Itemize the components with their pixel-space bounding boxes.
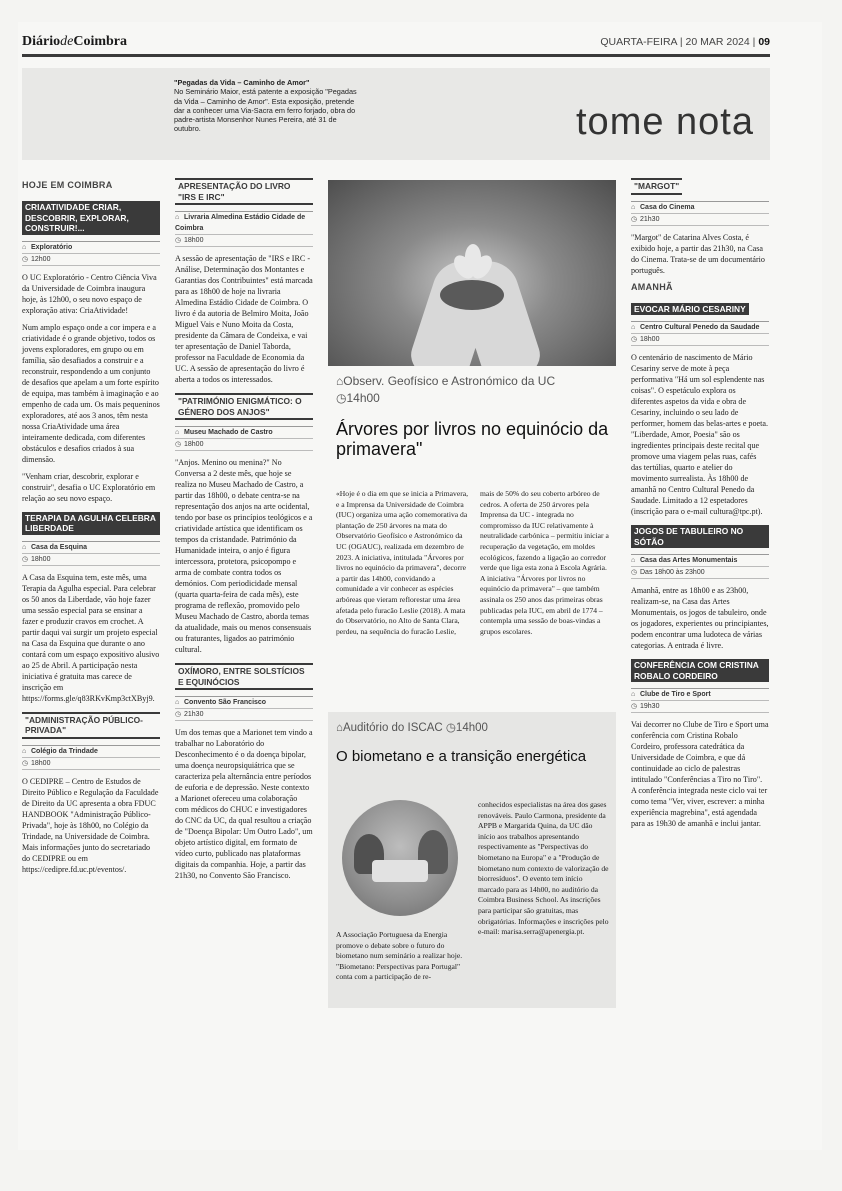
masthead [22, 36, 770, 50]
column-events-2 [175, 176, 313, 887]
event-info: ⌂ Clube de Tiro e Sport ◷ 19h30 [631, 688, 769, 713]
event-block [22, 199, 160, 504]
blurb-title: "Pegadas da Vida – Caminho de Amor" [174, 78, 310, 87]
section-title: tome nota [576, 101, 754, 143]
event-info: ⌂ Museu Machado de Castro ◷ 18h00 [175, 426, 313, 451]
hands-seedling-photo [328, 180, 616, 366]
event-kicker: TERAPIA DA AGULHA CELEBRA LIBERDADE [22, 512, 160, 535]
event-paragraph: "Anjos. Menino ou menina?" No Conversa a 2 deste mês, que hoje se realiza no Museu Machado de Castro, a partir das 18h00, o debate centra-se na representação dos anjos na arte ocidental, tendo por base os princípios teológicos e a criatividade artística que identificam os tempos da cristandade. Património da Humanidade inteira, o anjo é figura intercessora, protetora, psicopompo e arma de combate contra todos os demónios. Com periodicidade mensal (quarta quarta-feira de cada mês), este programa de reflexão, promovido pelo Museu Machado de Castro, aborda temas da atualidade, mais ou menos consensuais ou fraturantes, ligados ao património cultural. [175, 458, 313, 654]
column-events-5 [631, 176, 769, 835]
event-kicker: OXÍMORO, ENTRE SOLSTÍCIOS E EQUINÓCIOS [175, 663, 313, 690]
clock-icon: ◷ [631, 569, 638, 576]
soil [440, 280, 504, 310]
clock-icon: ◷ [22, 255, 29, 263]
home-icon: ⌂ [22, 747, 27, 755]
clock-icon: ◷ [22, 759, 29, 767]
event-info: ⌂ Casa das Artes Monumentais ◷ Das 18h00 às 23h00 [631, 554, 769, 579]
feature-arvores [336, 374, 612, 459]
event-block [175, 391, 313, 655]
leaf [465, 244, 481, 270]
exhibition-blurb [174, 78, 360, 134]
newspaper-logo: DiáriodeCoimbra [22, 34, 127, 49]
home-icon: ⌂ [631, 324, 636, 331]
event-kicker: APRESENTAÇÃO DO LIVRO "IRS E IRC" [175, 178, 313, 205]
clock-icon: ◷ [631, 215, 638, 223]
home-icon: ⌂ [175, 429, 180, 436]
feature-arvores-body: «Hoje é o dia em que se inicia a Primavera, e a Imprensa da Universidade de Coimbra (IUC) organiza uma ação comemorativa da plantação de 250 árvores na mata do Observatório Geofísico e Astronómico da UC (OGAUC), realizada em dezembro de 2023. A iniciativa, intitulada "Árvores por livros no equinócio da primavera", decorre a partir das 14h00, convidando a comunidade a vir conhecer as espécies arbóreas que vieram reflorestar uma área afetada pelo furacão Leslie (2018). A mata do Observatório, no Alto de Santa Clara, perdeu, na sequência do furacão Leslie, mais de 50% do seu coberto arbóreo de cedros. A oferta de 250 árvores pela Imprensa da UC - integrada no compromisso da IUC relativamente à neutralidade carbónica – permitiu iniciar a recuperação da vegetação, em moldes ecológicos, fazendo a ligação ao corredor verde que liga esta zona à Escola Agrária. A iniciativa "Árvores por livros no equinócio da primavera" – que também assinala os 250 anos das primeiras obras publicadas pela IUC, em abril de 1774 – contempla uma sessão de boas-vindas a grupos escolares. [336, 489, 609, 636]
event-paragraph: Vai decorrer no Clube de Tiro e Sport uma conferência com Cristina Robalo Cordeiro, professora catedrática da Universidade de Coimbra, e que dá continuidade ao ciclo de palestras intitulado "Conferências a Tiro no Tiro". A conferência integrada neste ciclo vai ter como tema "Ver, viver, escrever: a minha experiência magrebina", está agendada para as 19h30 de amanhã e inclui jantar. [631, 720, 769, 828]
home-icon: ⌂ [175, 699, 180, 706]
event-block [631, 657, 769, 829]
event-kicker: "ADMINISTRAÇÃO PÚBLICO-PRIVADA" [22, 712, 160, 739]
event-block [631, 176, 769, 276]
home-icon: ⌂ [631, 203, 636, 211]
feature-body-right: conhecidos especialistas na área dos gases renováveis. Paulo Carmona, presidente da APPB e Margarida Quina, da UC dão início aos trabalhos apresentando respectivamente as "Perspectivas do biometano na Europa" e a "Produção de biometano num contexto de valorização de biorresíduos". O evento tem início marcado para as 14h00, no auditório da Coimbra Business School. As inscrições para participar são gratuitas, mas obrigatórias. Informações e inscrições pelo e-mail: marisa.serra@apenergia.pt. [478, 800, 609, 937]
feature-body-left: A Associação Portuguesa da Energia promove o debate sobre o futuro do biometano num seminário a realizar hoje. "Biometano: Perspectivas para Portugal" conta com a participação de re- [336, 930, 463, 982]
clock-icon: ◷ [631, 336, 638, 343]
event-kicker: "MARGOT" [631, 178, 682, 195]
clock-icon: ◷ [445, 722, 456, 734]
home-icon: ⌂ [631, 691, 636, 698]
section-heading: HOJE EM COIMBRA [22, 180, 113, 190]
event-block [175, 661, 313, 881]
event-paragraph: Num amplo espaço onde a cor impera e a criatividade é o grande objetivo, todos os jovens exploradores, em grupo ou em família, são desafiados a construir e a reconstruir, respondendo a um conjunto de desafios que apelam a um forte espírito de equipa, mas também à imaginação e ao empenho de cada um. Os mais pequeninos exploradores, até aos 3 anos, têm nesta nossa CriaAtividade uma área inteiramente dedicada, com diferentes obstáculos e desafios criados à sua dimensão. [22, 322, 160, 464]
home-icon: ⌂ [631, 557, 636, 564]
feature-location: ⌂Observ. Geofísico e Astronómico da UC [336, 374, 556, 388]
masthead-rule [22, 54, 770, 57]
clock-icon: ◷ [336, 391, 347, 405]
event-info: ⌂ Convento São Francisco ◷ 21h30 [175, 696, 313, 721]
home-icon: ⌂ [336, 722, 343, 734]
column-hoje-em-coimbra [22, 176, 160, 881]
feature-time: ◷14h00 [336, 391, 380, 405]
clock-icon: ◷ [22, 555, 29, 563]
event-info: ⌂ Casa do Cinema ◷ 21h30 [631, 201, 769, 226]
event-info: ⌂ Exploratório ◷ 12h00 [22, 241, 160, 266]
event-kicker: CONFERÊNCIA COM CRISTINA ROBALO CORDEIRO [631, 659, 769, 682]
event-paragraph: Um dos temas que a Marionet tem vindo a trabalhar no Laboratório do Desconhecimento é o da doença bipolar, uma doença neuropsiquiátrica que se caracteriza pela alternância entre períodos de euforia e de depressão. Neste contexto a Marionet ofereceu uma colaboração com médicos do CHUC e investigadores do CNC da UC, da qual resultou a criação de "Doença Bipolar: Um Outro Lado", um objeto artístico digital, em formato de vídeo curto, publicado nas plataformas digitais da companhia. Hoje, a partir das 21h30, no Convento São Francisco. [175, 728, 313, 880]
home-icon: ⌂ [22, 543, 27, 551]
event-block [175, 176, 313, 385]
feature-biometano [328, 712, 616, 1008]
feature-headline: Árvores por livros no equinócio da primavera" [336, 419, 609, 459]
event-info: ⌂ Livraria Almedina Estádio Cidade de Coimbra ◷ 18h00 [175, 211, 313, 247]
biogas-plant-photo [342, 800, 458, 916]
event-block [22, 710, 160, 875]
event-block [22, 510, 160, 704]
event-kicker: CRIAATIVIDADE CRIAR, DESCOBRIR, EXPLORAR, CONSTRUIR!... [22, 201, 160, 235]
home-icon: ⌂ [22, 243, 27, 251]
clock-icon: ◷ [175, 237, 182, 244]
event-block [631, 523, 769, 651]
blurb-text: No Seminário Maior, está patente a exposição "Pegadas da Vida – Caminho de Amor". Esta exposição, pretende dar a conhecer uma Via-Sacra em ferro forjado, obra do padre-artista Monsenhor Nunes Pereira, até 31 de outubro. [174, 87, 357, 134]
event-paragraph: O CEDIPRE – Centro de Estudos de Direito Público e Regulação da Faculdade de Direito da UC apresenta a obra FDUC HANDBOOK "Administração Público-Privada", hoje às 18h00, no Colégio da Trindade, na Universidade de Coimbra. Mais informações junto do secretariado do CEDIPRE ou em https://cedipre.fd.uc.pt/eventos/. [22, 776, 159, 874]
section-heading: AMANHÃ [631, 281, 673, 292]
event-paragraph: A Casa da Esquina tem, este mês, uma Terapia da Agulha especial. Para celebrar os 50 anos da Liberdade, vão hoje fazer uma sessão especial para se ensinar a fazer e produzir cravos em crochet. A partir daqui vai surgir um projeto especial na Casa da Esquina que durante o ano contará com um espaço expositivo alusivo ao 25 de Abril. A participação nesta iniciativa é gratuita mas carece de inscrição em https://forms.gle/q83RKvKmp3ctXByj9. [22, 572, 160, 703]
event-kicker: "PATRIMÓNIO ENIGMÁTICO: O GÉNERO DOS ANJOS" [175, 393, 313, 420]
event-kicker: EVOCAR MÁRIO CESARINY [631, 303, 749, 316]
event-block [631, 301, 769, 518]
event-paragraph: Amanhã, entre as 18h00 e as 23h00, realizam-se, na Casa das Artes Monumentais, os jogos de tabuleiro, onde os jogadores, experientes ou principiantes, podem encontrar uma ludoteca de várias categorias. A entrada é livre. [631, 586, 769, 650]
event-paragraph: A sessão de apresentação de "IRS e IRC - Análise, Determinação dos Montantes e Garantias dos Contribuintes" está marcada para as 18h00 de hoje na livraria Almedina Estádio Cidade de Coimbra. O livro é da autoria de Belmiro Moita, João Miguel Vais e Nuno Moita da Costa, presidente da Câmara de Condeixa, e vai ter apresentação de Daniel Taborda, professor na Faculdade de Economia da UC. A sessão de apresentação do livro é aberta a todos os interessados. [175, 254, 313, 384]
event-info: ⌂ Casa da Esquina ◷ 18h00 [22, 541, 160, 566]
home-icon: ⌂ [175, 214, 180, 221]
feature-headline: O biometano e a transição energética [336, 748, 587, 765]
clock-icon: ◷ [175, 711, 182, 718]
tome-nota-banner [22, 68, 770, 160]
event-paragraph: O centenário de nascimento de Mário Cesariny serve de mote à peça performativa "Há um sol esplendente nas coisas". O espetáculo explora os diferentes aspetos da vida e obra de Cesariny, incluindo o seu lado de performer, homem das belas-artes e poeta. "Liberdade, Amor, Poesia" são os ingredientes principais deste recital que promove uma viagem pelas ruas, cafés das tertúlias, quarto e atelier do movimento surrealista. Às 18h00 de amanhã no Centro Cultural Penedo da Saudade. Limitado a 12 espetadores (inscrição para o e-mail cultura@tpc.pt). [631, 353, 768, 516]
event-info: ⌂ Centro Cultural Penedo da Saudade ◷ 18h00 [631, 321, 769, 346]
issue-info: QUARTA-FEIRA | 20 MAR 2024 | 09 [600, 36, 770, 48]
event-paragraph: "Venham criar, descobrir, explorar e construir", desafia o UC Exploratório em relação ao seu novo espaço. [22, 471, 156, 503]
event-info: ⌂ Colégio da Trindade ◷ 18h00 [22, 745, 160, 770]
feature-location: ⌂Auditório do ISCAC ◷14h00 [336, 722, 488, 734]
event-paragraph: O UC Exploratório - Centro Ciência Viva da Universidade de Coimbra inaugura hoje, às 12h00, o seu novo espaço de exploração ativa: CriaAtividade! [22, 272, 157, 315]
clock-icon: ◷ [175, 441, 182, 448]
event-paragraph: "Margot" de Catarina Alves Costa, é exibido hoje, a partir das 21h30, na Casa do Cinema. Trata-se de um documentário português. [631, 232, 765, 275]
home-icon: ⌂ [336, 374, 344, 388]
event-kicker: JOGOS DE TABULEIRO NO SÓTÃO [631, 525, 769, 548]
clock-icon: ◷ [631, 703, 638, 710]
